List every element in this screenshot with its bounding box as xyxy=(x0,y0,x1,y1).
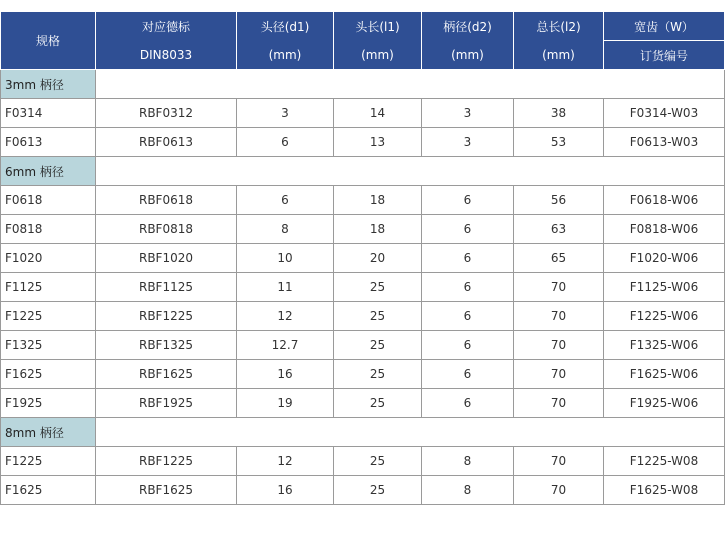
order-number-cell: F1020-W06 xyxy=(604,244,725,273)
d2-cell: 8 xyxy=(422,476,514,505)
table-row xyxy=(1,476,725,505)
l2-cell: 56 xyxy=(514,186,604,215)
order-number-cell: F1625-W06 xyxy=(604,360,725,389)
table-row xyxy=(1,273,725,302)
din-cell: RBF0613 xyxy=(96,128,237,157)
din-cell: RBF1225 xyxy=(96,302,237,331)
order-number-cell: F0818-W06 xyxy=(604,215,725,244)
l2-cell: 70 xyxy=(514,389,604,418)
group-label: 6mm 柄径 xyxy=(1,157,96,186)
l2-cell: 63 xyxy=(514,215,604,244)
d1-cell: 11 xyxy=(237,273,334,302)
l1-cell: 13 xyxy=(334,128,422,157)
din-cell: RBF1625 xyxy=(96,360,237,389)
l2-cell: 38 xyxy=(514,99,604,128)
header-l1-unit: (mm) xyxy=(334,41,422,70)
table-row xyxy=(1,331,725,360)
din-cell: RBF1325 xyxy=(96,331,237,360)
l1-cell: 25 xyxy=(334,273,422,302)
l2-cell: 70 xyxy=(514,476,604,505)
l2-cell: 65 xyxy=(514,244,604,273)
spec-cell: F0314 xyxy=(1,99,96,128)
d2-cell: 6 xyxy=(422,360,514,389)
l1-cell: 25 xyxy=(334,302,422,331)
spec-cell: F1125 xyxy=(1,273,96,302)
spec-cell: F1225 xyxy=(1,302,96,331)
l1-cell: 18 xyxy=(334,186,422,215)
din-cell: RBF1020 xyxy=(96,244,237,273)
spec-cell: F1625 xyxy=(1,360,96,389)
spec-table xyxy=(0,11,725,505)
spec-cell: F0618 xyxy=(1,186,96,215)
header-l2-unit: (mm) xyxy=(514,41,604,70)
d2-cell: 6 xyxy=(422,389,514,418)
table-row xyxy=(1,360,725,389)
table-row xyxy=(1,215,725,244)
order-number-cell: F0613-W03 xyxy=(604,128,725,157)
d1-cell: 6 xyxy=(237,186,334,215)
spec-cell: F1325 xyxy=(1,331,96,360)
table-header xyxy=(1,12,725,70)
d2-cell: 6 xyxy=(422,331,514,360)
group-header-row xyxy=(1,418,725,447)
din-cell: RBF1225 xyxy=(96,447,237,476)
header-din-label: 对应德标 xyxy=(96,12,237,41)
table-row xyxy=(1,186,725,215)
header-d1-label: 头径(d1) xyxy=(237,12,334,41)
group-filler xyxy=(96,157,725,186)
d1-cell: 12.7 xyxy=(237,331,334,360)
header-w-label: 宽齿（W） xyxy=(604,12,725,41)
d1-cell: 16 xyxy=(237,360,334,389)
spec-cell: F1625 xyxy=(1,476,96,505)
order-number-cell: F1325-W06 xyxy=(604,331,725,360)
d2-cell: 6 xyxy=(422,273,514,302)
d1-cell: 3 xyxy=(237,99,334,128)
table-row xyxy=(1,389,725,418)
table-row xyxy=(1,302,725,331)
group-label: 3mm 柄径 xyxy=(1,70,96,99)
table-row xyxy=(1,447,725,476)
l2-cell: 53 xyxy=(514,128,604,157)
din-cell: RBF1925 xyxy=(96,389,237,418)
table-row xyxy=(1,128,725,157)
d2-cell: 6 xyxy=(422,302,514,331)
order-number-cell: F1925-W06 xyxy=(604,389,725,418)
header-order-number: 订货编号 xyxy=(604,41,725,70)
header-d2-label: 柄径(d2) xyxy=(422,12,514,41)
l2-cell: 70 xyxy=(514,447,604,476)
table-row xyxy=(1,244,725,273)
l2-cell: 70 xyxy=(514,273,604,302)
d2-cell: 8 xyxy=(422,447,514,476)
spec-cell: F0818 xyxy=(1,215,96,244)
d1-cell: 12 xyxy=(237,302,334,331)
spec-cell: F0613 xyxy=(1,128,96,157)
order-number-cell: F1125-W06 xyxy=(604,273,725,302)
order-number-cell: F1225-W08 xyxy=(604,447,725,476)
d1-cell: 16 xyxy=(237,476,334,505)
l1-cell: 25 xyxy=(334,389,422,418)
din-cell: RBF0312 xyxy=(96,99,237,128)
d2-cell: 6 xyxy=(422,186,514,215)
l1-cell: 25 xyxy=(334,476,422,505)
header-l1-label: 头长(l1) xyxy=(334,12,422,41)
order-number-cell: F1225-W06 xyxy=(604,302,725,331)
header-d1-unit: (mm) xyxy=(237,41,334,70)
l1-cell: 18 xyxy=(334,215,422,244)
d1-cell: 10 xyxy=(237,244,334,273)
header-din-standard: DIN8033 xyxy=(96,41,237,70)
l2-cell: 70 xyxy=(514,302,604,331)
group-filler xyxy=(96,70,725,99)
din-cell: RBF0818 xyxy=(96,215,237,244)
d1-cell: 6 xyxy=(237,128,334,157)
table-body xyxy=(1,70,725,505)
din-cell: RBF1625 xyxy=(96,476,237,505)
l1-cell: 14 xyxy=(334,99,422,128)
d1-cell: 8 xyxy=(237,215,334,244)
header-spec: 规格 xyxy=(1,12,96,70)
group-filler xyxy=(96,418,725,447)
l1-cell: 25 xyxy=(334,447,422,476)
group-header-row xyxy=(1,70,725,99)
spec-cell: F1020 xyxy=(1,244,96,273)
table-row xyxy=(1,99,725,128)
order-number-cell: F0618-W06 xyxy=(604,186,725,215)
d2-cell: 3 xyxy=(422,128,514,157)
din-cell: RBF0618 xyxy=(96,186,237,215)
l1-cell: 20 xyxy=(334,244,422,273)
spec-cell: F1925 xyxy=(1,389,96,418)
order-number-cell: F0314-W03 xyxy=(604,99,725,128)
l2-cell: 70 xyxy=(514,331,604,360)
l1-cell: 25 xyxy=(334,331,422,360)
l2-cell: 70 xyxy=(514,360,604,389)
d2-cell: 3 xyxy=(422,99,514,128)
l1-cell: 25 xyxy=(334,360,422,389)
order-number-cell: F1625-W08 xyxy=(604,476,725,505)
din-cell: RBF1125 xyxy=(96,273,237,302)
group-label: 8mm 柄径 xyxy=(1,418,96,447)
d2-cell: 6 xyxy=(422,244,514,273)
d1-cell: 19 xyxy=(237,389,334,418)
group-header-row xyxy=(1,157,725,186)
header-l2-label: 总长(l2) xyxy=(514,12,604,41)
header-d2-unit: (mm) xyxy=(422,41,514,70)
d2-cell: 6 xyxy=(422,215,514,244)
d1-cell: 12 xyxy=(237,447,334,476)
spec-cell: F1225 xyxy=(1,447,96,476)
